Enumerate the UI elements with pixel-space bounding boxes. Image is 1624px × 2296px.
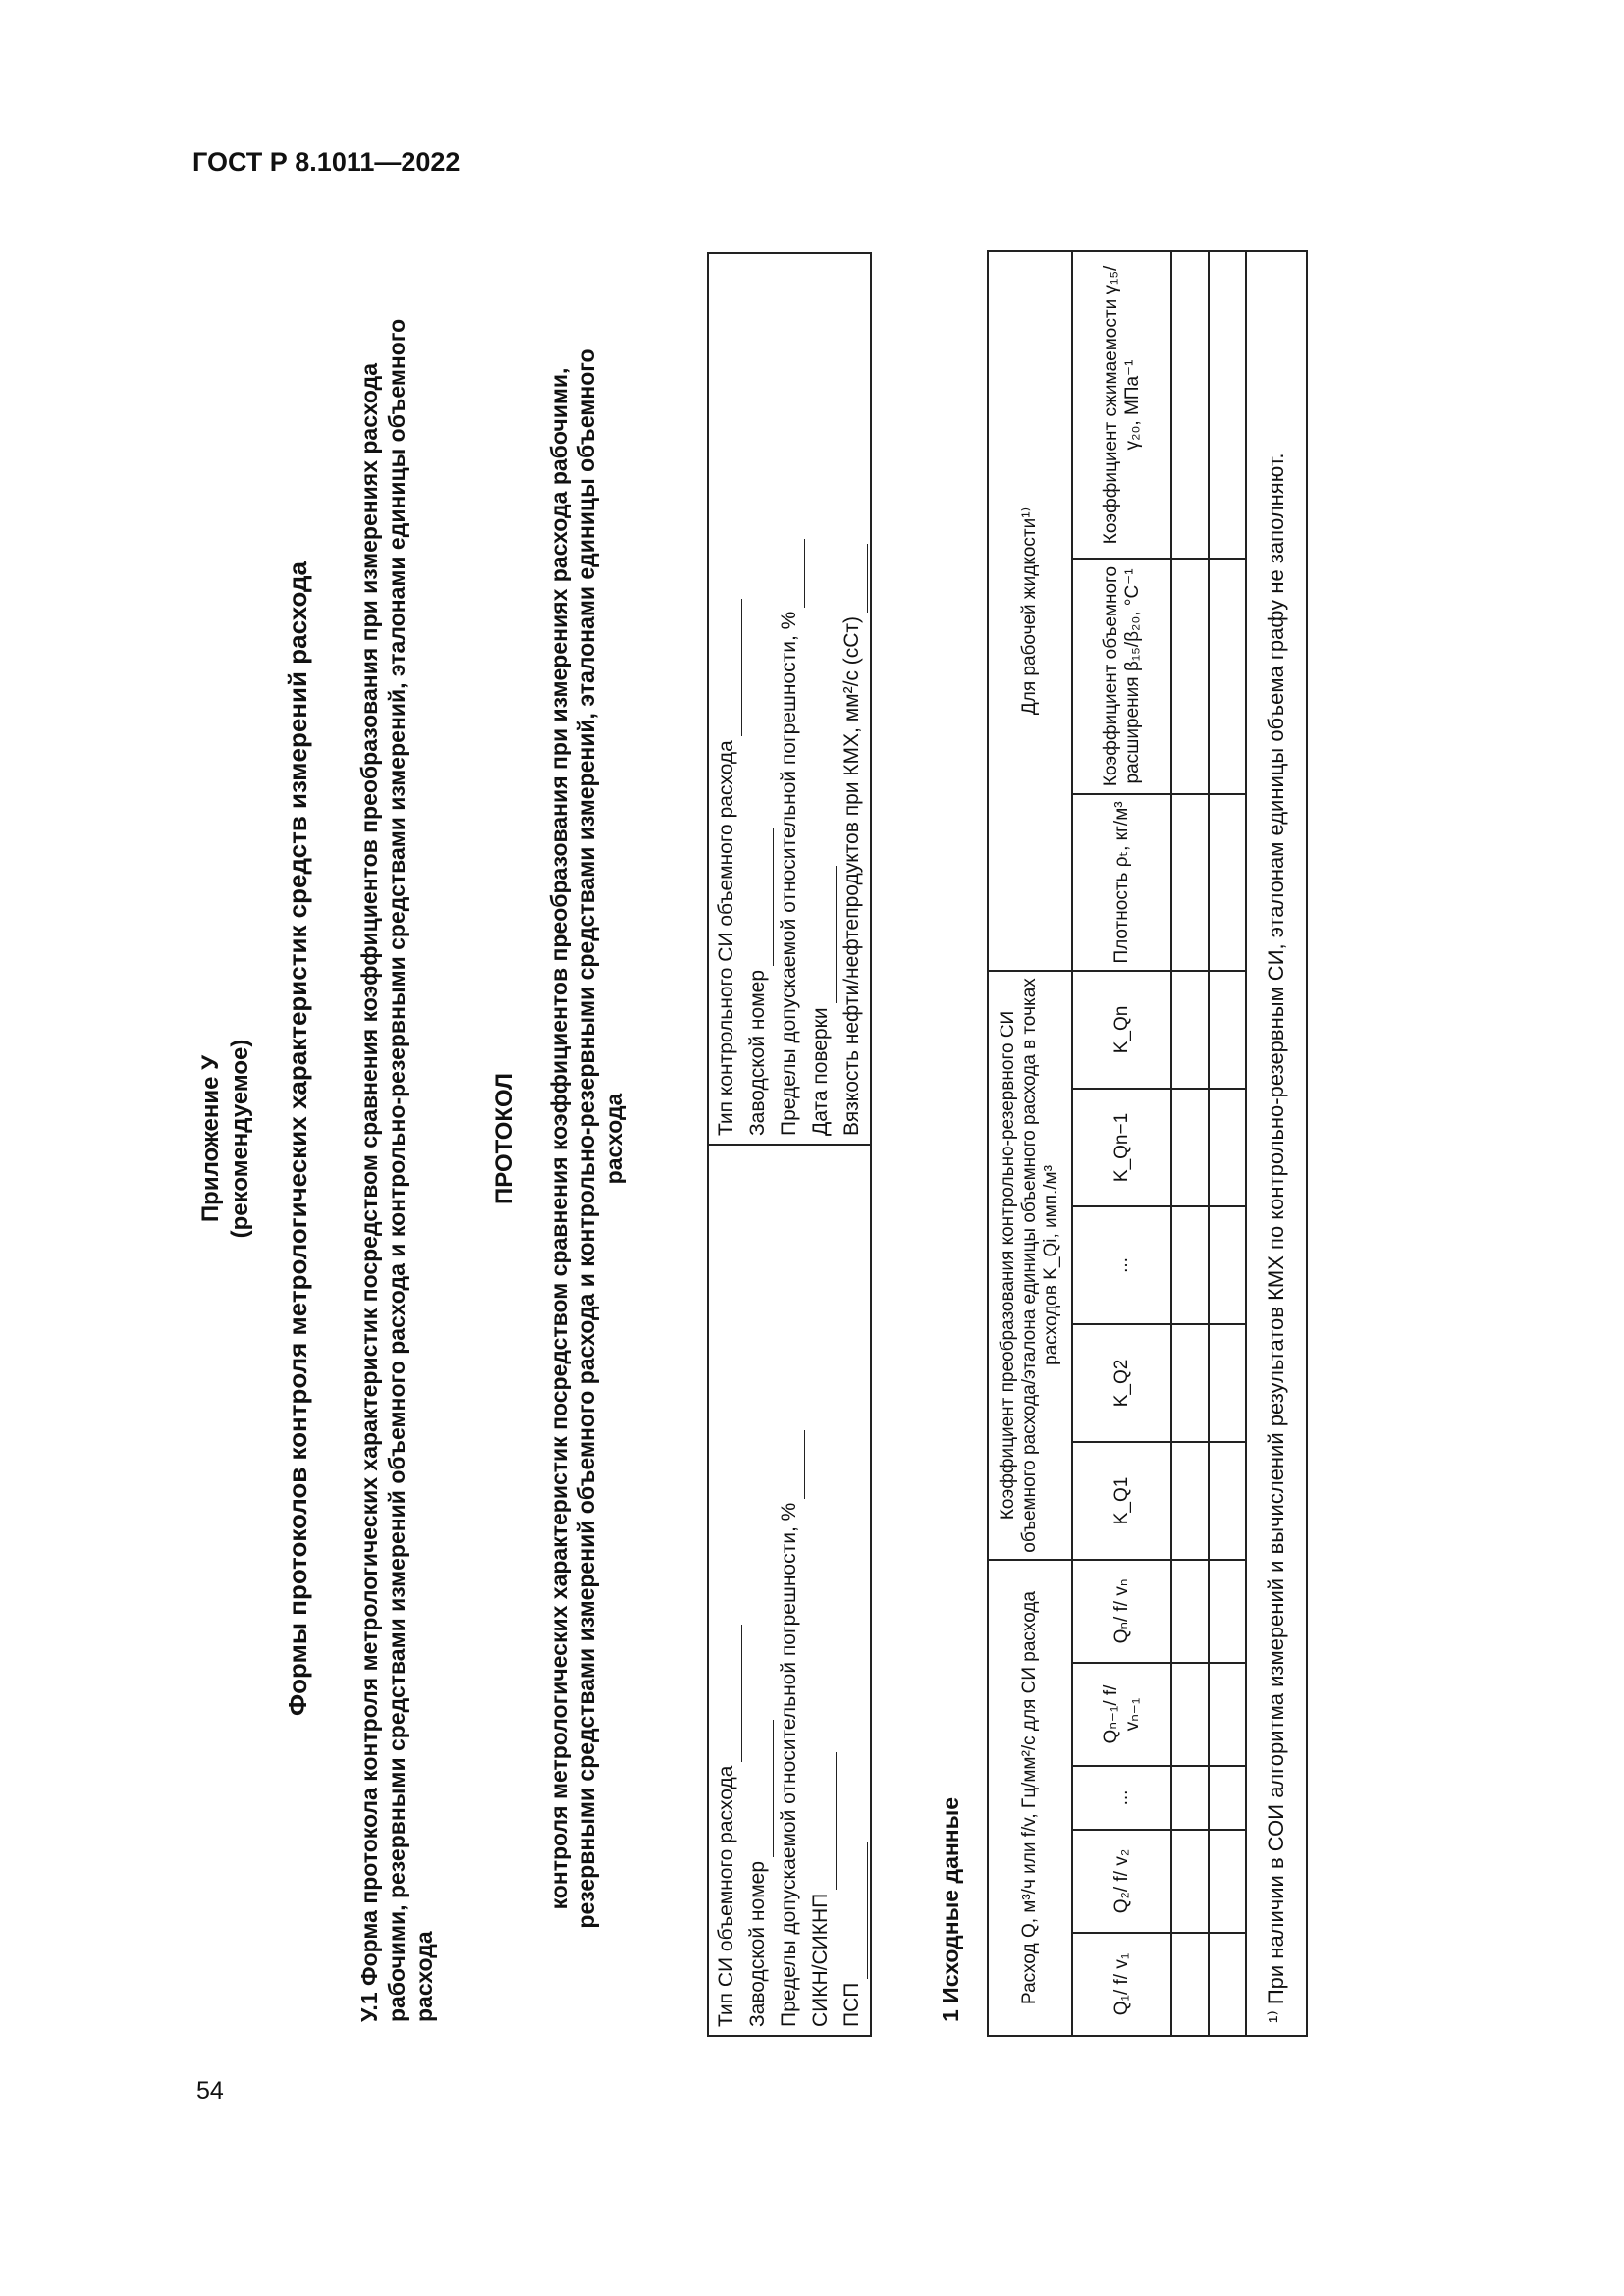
- rotated-page-content: [196, 240, 1296, 2037]
- info-right-column: [708, 253, 871, 1145]
- working-fluid-group-header: Для рабочей жидкости¹⁾: [988, 251, 1072, 971]
- col-density: Плотность ρₜ, кг/м³: [1072, 794, 1171, 971]
- col-qn-1: Qₙ₋₁/ f/ vₙ₋₁: [1072, 1663, 1171, 1766]
- annex-status: (рекомендуемое): [227, 1039, 253, 1239]
- info-field[interactable]: Вязкость нефти/нефтепродуктов при КМХ, мм²/с (сСт): [837, 262, 868, 1136]
- protocol-title: ПРОТОКОЛ: [491, 1073, 517, 1204]
- info-field[interactable]: Пределы допускаемой относительной погрешности, %: [774, 1153, 805, 2027]
- protocol-subtitle: контроля метрологических характеристик посредством сравнения коэффициентов преобразования при измерениях расхода рабочими, резервными средствами измерений объемного расхода и контрольно-резервными средствами измерений, эталонами единицы объемного расхода: [546, 348, 626, 1929]
- protocol-info-table: [707, 252, 872, 2037]
- info-field[interactable]: ПСП: [837, 1153, 868, 2027]
- col-q-ellipsis: ...: [1072, 1766, 1171, 1830]
- col-kqn-1: K_Qn−1: [1072, 1089, 1171, 1206]
- info-field[interactable]: СИКН/СИКНП: [805, 1153, 837, 2027]
- info-left-column: [708, 1145, 871, 2036]
- col-kqn: K_Qn: [1072, 971, 1171, 1089]
- flow-rate-group-header: Расход Q, м³/ч или f/v, Гц/мм²/с для СИ расхода: [988, 1560, 1072, 2036]
- section-title: 1 Исходные данные: [938, 1796, 963, 2022]
- u1-heading: У.1 Форма протокола контроля метрологических характеристик посредством сравнения коэффициентов преобразования при измерениях расхода рабочими, резервными средствами измерений объемного расхода и контрольно-резервными средствами измерений, эталонами единицы объемного расхода: [356, 318, 437, 2022]
- table-row: [1171, 251, 1209, 2036]
- col-kq-ellipsis: ...: [1072, 1206, 1171, 1324]
- annex-name: Приложение У: [197, 1054, 224, 1223]
- col-expansion-coefficient: Коэффициент объемного расширения β₁₅/β₂₀, °C⁻¹: [1072, 559, 1171, 794]
- col-q2: Q₂/ f/ v₂: [1072, 1830, 1171, 1933]
- table-footnote: ¹⁾ При наличии в СОИ алгоритма измерений и вычислений результатов КМХ по контрольно-резервным СИ, эталонам единицы объема графу не заполняют.: [1246, 251, 1307, 2036]
- forms-title: Формы протоколов контроля метрологических характеристик средств измерений расхода: [283, 561, 312, 1717]
- col-q1: Q₁/ f/ v₁: [1072, 1933, 1171, 2036]
- annex-title: [196, 240, 255, 2037]
- info-field[interactable]: Заводской номер: [742, 262, 774, 1136]
- info-field[interactable]: Пределы допускаемой относительной погрешности, %: [774, 262, 805, 1136]
- info-field[interactable]: Дата поверки: [805, 262, 837, 1136]
- standard-header: ГОСТ Р 8.1011—2022: [192, 147, 460, 177]
- conversion-factor-group-header: Коэффициент преобразования контрольно-резервного СИ объемного расхода/эталона единицы объемного расхода в точках расходов K_Qi, имп./м³: [988, 971, 1072, 1560]
- page-number: 54: [196, 2077, 224, 2105]
- col-qn: Qₙ/ f/ vₙ: [1072, 1560, 1171, 1663]
- info-field[interactable]: Тип СИ объемного расхода: [711, 1153, 742, 2027]
- initial-data-table: [987, 250, 1308, 2037]
- col-kq2: K_Q2: [1072, 1324, 1171, 1442]
- col-compressibility-coefficient: Коэффициент сжимаемости γ₁₅/γ₂₀, МПа⁻¹: [1072, 251, 1171, 559]
- table-row: [1209, 251, 1246, 2036]
- info-field[interactable]: Заводской номер: [742, 1153, 774, 2027]
- col-kq1: K_Q1: [1072, 1442, 1171, 1560]
- info-field[interactable]: Тип контрольного СИ объемного расхода: [711, 262, 742, 1136]
